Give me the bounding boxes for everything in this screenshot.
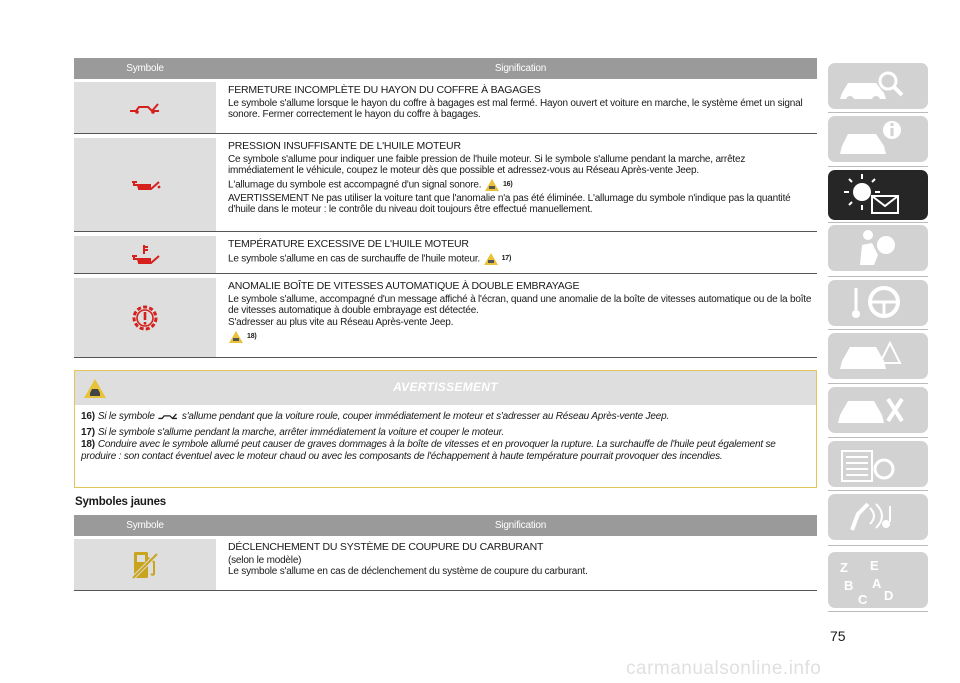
page-number: 75	[830, 628, 846, 644]
row-title: TEMPÉRATURE EXCESSIVE DE L'HUILE MOTEUR	[228, 238, 469, 250]
row-subtitle: (selon le modèle)	[228, 554, 302, 566]
row-text-warning: AVERTISSEMENT Ne pas utiliser la voiture tant que l'anomalie n'a pas été éliminée. L'allumage du symbole n'indique pas la quantité d'huile dans le moteur : le contrôle du niveau doit toujours être effectué manuellement.	[228, 192, 791, 215]
specs-list-icon	[828, 441, 928, 487]
car-info-icon	[828, 116, 928, 162]
warning-triangle-icon	[483, 252, 499, 266]
tab-car-service[interactable]	[828, 387, 928, 433]
header-symbol: Symbole	[126, 63, 164, 74]
fuel-cutoff-icon	[130, 549, 160, 581]
tab-warning-lights[interactable]	[828, 170, 928, 220]
table-header	[74, 515, 817, 536]
warning-lights-icon	[828, 170, 928, 220]
tab-multimedia[interactable]	[828, 494, 928, 540]
car-search-icon	[828, 63, 928, 109]
tab-emergency[interactable]	[828, 333, 928, 379]
index-icon	[828, 552, 928, 608]
tab-specs[interactable]	[828, 441, 928, 487]
tab-car-info[interactable]	[828, 116, 928, 162]
multimedia-icon	[828, 494, 928, 540]
header-symbol: Symbole	[126, 520, 164, 531]
tab-index[interactable]	[828, 552, 928, 608]
airbag-icon	[828, 225, 928, 271]
svg-text:A: A	[872, 576, 882, 591]
row-text: Ce symbole s'allume pour indiquer une faible pression de l'huile moteur. Si le symbole s'allume pendant la marche, arrêtez immédiatement le véhicule, coupez le moteur dès que possible et adressez-vous au Réseau Après-vente Jeep.	[228, 153, 746, 176]
section-title: Symboles jaunes	[75, 496, 166, 508]
row-title: FERMETURE INCOMPLÈTE DU HAYON DU COFFRE À BAGAGES	[228, 84, 541, 96]
steering-wheel-icon	[828, 280, 928, 326]
table-row	[74, 539, 817, 591]
tab-steering[interactable]	[828, 280, 928, 326]
header-signification: Signification	[494, 520, 547, 531]
table-row	[74, 278, 817, 358]
svg-text:C: C	[858, 592, 868, 607]
row-title: DÉCLENCHEMENT DU SYSTÈME DE COUPURE DU CARBURANT	[228, 541, 544, 553]
ref-16: 16)	[502, 180, 513, 188]
ref-17: 17)	[501, 254, 512, 262]
car-service-icon	[828, 387, 928, 433]
row-text: Le symbole s'allume, accompagné d'un message affiché à l'écran, quand une anomalie de la boîte de vitesses automatique ou de la boîte de vitesses automatique à double embrayage est détectée.	[228, 293, 812, 316]
table-row	[74, 138, 817, 232]
svg-text:Z: Z	[840, 560, 848, 575]
gearbox-warning-icon	[130, 303, 160, 333]
table-row	[74, 82, 817, 134]
warning-box	[74, 370, 817, 488]
row-text: Le symbole s'allume en cas de surchauffe de l'huile moteur.	[228, 253, 480, 265]
open-trunk-icon	[128, 101, 162, 115]
oil-can-icon	[129, 177, 161, 193]
svg-text:E: E	[870, 558, 879, 573]
row-text: Le symbole s'allume en cas de déclenchement du système de coupure du carburant.	[228, 566, 588, 577]
header-signification: Signification	[494, 63, 547, 74]
table-header	[74, 58, 817, 79]
warning-item: 17) Si le symbole s'allume pendant la marche, arrêter immédiatement la voiture et couper le moteur.	[81, 426, 504, 438]
ref-18: 18)	[247, 333, 257, 341]
row-title: PRESSION INSUFFISANTE DE L'HUILE MOTEUR	[228, 140, 461, 152]
row-title: ANOMALIE BOÎTE DE VITESSES AUTOMATIQUE À DOUBLE EMBRAYAGE	[228, 280, 580, 292]
open-trunk-icon	[157, 412, 179, 421]
row-text-sound: L'allumage du symbole est accompagné d'un signal sonore.	[228, 179, 482, 191]
warning-item: 18) Conduire avec le symbole allumé peut causer de graves dommages à la boîte de vitesses et en provoquer la rupture. La surchauffe de l'huile peut également se produire : son contact éventuel avec le moteur chaud ou avec les composants de l'échappement à haute température pourrait provoquer des incendies.	[81, 439, 776, 462]
tab-car-search[interactable]	[828, 63, 928, 109]
emergency-car-icon	[828, 333, 928, 379]
table-row	[74, 236, 817, 274]
row-text: Le symbole s'allume lorsque le hayon du coffre à bagages est mal fermé. Hayon ouvert et voiture en marche, le système émet un signal sonore. Fermer correctement le hayon du coffre à bagages.	[228, 97, 803, 120]
watermark: carmanualsonline.info	[626, 658, 822, 679]
warning-item: 16) Si le symbole s'allume pendant que la voiture roule, couper immédiatement le moteur et s'adresser au Réseau Après-vente Jeep.	[81, 411, 670, 422]
warning-title: AVERTISSEMENT	[393, 380, 498, 394]
tab-airbag[interactable]	[828, 225, 928, 271]
row-text-contact: S'adresser au plus vite au Réseau Après-vente Jeep.	[228, 316, 454, 328]
svg-text:D: D	[884, 588, 894, 603]
svg-text:B: B	[844, 578, 854, 593]
warning-triangle-icon	[484, 178, 500, 192]
oil-temperature-icon	[129, 244, 161, 266]
warning-triangle-icon	[228, 330, 244, 344]
